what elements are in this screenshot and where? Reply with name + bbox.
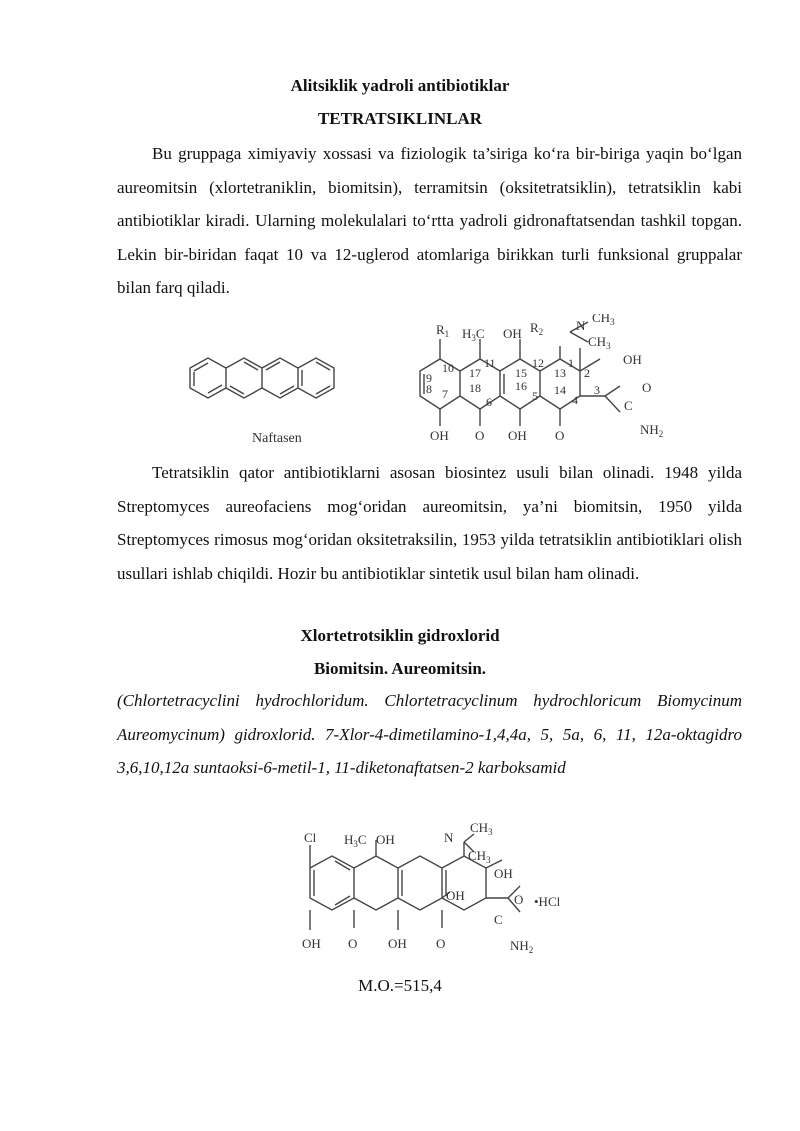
o-label-bottom-1: O (348, 936, 358, 951)
h3c-label: $H_3C$ (462, 326, 485, 343)
svg-text:10: 10 (442, 361, 454, 375)
svg-text:9: 9 (426, 371, 432, 385)
compound-synonyms: Biomitsin. Aureomitsin. (313, 659, 487, 678)
oh-label-bottom-1: OH (302, 936, 321, 951)
c-label: C (494, 912, 503, 927)
oh-label-bottom-2: OH (508, 428, 527, 443)
molecular-mass: M.O.=515,4 (358, 976, 442, 995)
svg-text:3: 3 (594, 383, 600, 397)
compound-heading: Xlortetrotsiklin gidroxlorid (300, 626, 500, 645)
svg-text:7: 7 (442, 387, 448, 401)
intro-paragraph: Bu gruppaga ximiyaviy xossasi va fiziologik ta’siriga ko‘ra bir-biriga yaqin bo‘lgan aureomitsin (xlortetraniklin, biomitsin), terramitsin (oksitetratsiklin), tetratsiklin kabi antibiotiklar kiradi. Ularning molekulalari to‘rtta yadroli gidronaftatsendan tashkil topgan. Lekin bir-biridan faqat 10 va 12-uglerod atomlariga birikkan turli funksional gruppalar bilan farq qiladi. (117, 144, 742, 297)
oh-label: OH (503, 326, 522, 341)
oh-label-2: OH (494, 866, 513, 881)
page-title: Alitsiklik yadroli antibiotiklar (290, 76, 510, 95)
svg-text:14: 14 (554, 383, 566, 397)
oh-label-3: OH (623, 352, 642, 367)
svg-text:18: 18 (469, 381, 481, 395)
ch3-label-2: $CH_3$ (468, 848, 491, 865)
n-label: N (444, 830, 454, 845)
svg-text:11: 11 (484, 356, 496, 370)
ch3-label: $CH_3$ (470, 820, 493, 837)
compound-description: (Chlortetracyclini hydrochloridum. Chlortetracyclinum hydrochloricum Biomycinum Aureomycinum) gidroxlorid. 7-Xlor-4-dimetilamino-1,4,4a, 5, 5a, 6, 11, 12a-oktagidro 3,6,10,12a suntaoksi-6-metil-1, 11-diketonaftatsen-2 karboksamid (117, 691, 742, 777)
svg-text:4: 4 (572, 393, 578, 407)
tetracycline-skeleton-figure (180, 314, 700, 450)
svg-text:1: 1 (568, 356, 574, 370)
cl-label: Cl (304, 830, 317, 845)
svg-text:5: 5 (532, 389, 538, 403)
r1-label: $R_1$ (436, 322, 450, 339)
oh-label-bottom-2: OH (388, 936, 407, 951)
section-title: TETRATSIKLINLAR (317, 109, 483, 128)
oh-label: OH (376, 832, 395, 847)
chlortetracycline-rings (310, 834, 520, 930)
svg-text:6: 6 (486, 395, 492, 409)
svg-text:12: 12 (532, 356, 544, 370)
svg-text:17: 17 (469, 366, 481, 380)
svg-text:15: 15 (515, 366, 527, 380)
ch3-label: $CH_3$ (592, 314, 615, 327)
o-label-bottom-2: O (436, 936, 446, 951)
naftasen-caption: Naftasen (252, 431, 302, 446)
c-label-amide: C (624, 398, 633, 413)
o-label-bottom-1: O (475, 428, 485, 443)
o-label-bottom-2: O (555, 428, 565, 443)
naftasen-structure (190, 358, 334, 398)
hcl-label: •HCl (534, 894, 561, 909)
h3c-label: $H_3C$ (344, 832, 367, 849)
svg-text:13: 13 (554, 366, 566, 380)
ch3-label-2: $CH_3$ (588, 334, 611, 351)
svg-text:8: 8 (426, 382, 432, 396)
svg-text:2: 2 (584, 366, 590, 380)
nh2-label: $NH_2$ (640, 422, 664, 439)
n-label: N (576, 318, 586, 333)
o-label: O (514, 892, 524, 907)
o-label-amide: O (642, 380, 652, 395)
synthesis-paragraph: Tetratsiklin qator antibiotiklarni asosan biosintez usuli bilan olinadi. 1948 yilda Streptomyces aureofaciens mog‘oridan aureomitsin, ya’ni biomitsin, 1950 yilda Streptomyces rimosus mog‘oridan oksitetraksilin, 1953 yilda tetratsiklin antibiotiklari olish usullari ishlab chiqildi. Hozir bu antibiotiklar sintetik usul bilan ham olinadi. (117, 463, 742, 583)
r2-label: $R_2$ (530, 320, 544, 337)
svg-text:16: 16 (515, 379, 527, 393)
oh-label-bottom-1: OH (430, 428, 449, 443)
nh2-label: $NH_2$ (510, 938, 534, 955)
oh-label-3: OH (446, 888, 465, 903)
chlortetracycline-structure (280, 820, 580, 965)
